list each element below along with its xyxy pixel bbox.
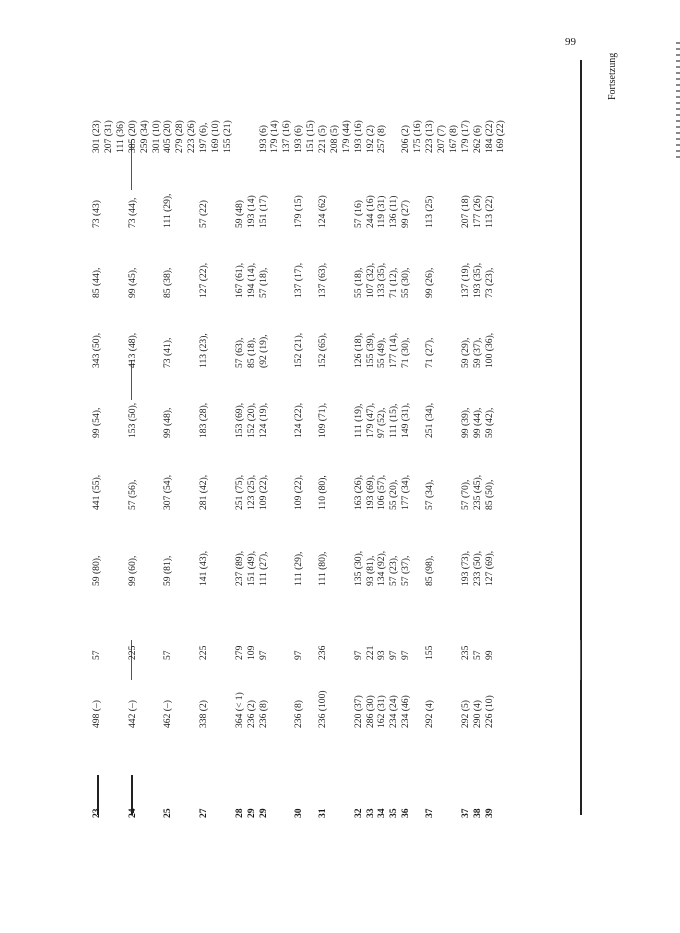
row-number: 39: [483, 808, 495, 818]
table-cell: 57: [91, 650, 102, 660]
table-cell: 109: [245, 645, 257, 660]
table-cell: 177 (34),: [400, 474, 412, 510]
row-number: 31: [317, 808, 329, 818]
table-cell: 343 (50),: [91, 332, 102, 368]
table-cell: 207 (7): [435, 125, 447, 153]
table-cell: 236 (100): [317, 690, 329, 728]
table-cell: 109 (71),: [317, 402, 329, 438]
table-cell: 97: [293, 650, 305, 660]
table-cell: 441 (55),: [91, 474, 102, 510]
row-number: 33: [364, 808, 376, 818]
table-cell: 99 (45),: [126, 267, 138, 298]
table-cell: 59 (81),: [162, 555, 174, 586]
table-cell: 151 (17): [257, 195, 269, 228]
table-cell: 124 (22),: [293, 402, 305, 438]
table-cell: 93: [376, 650, 388, 660]
row-number: 29: [257, 808, 269, 818]
table-cell: 279 (28): [174, 120, 186, 153]
table-cell: 85 (44),: [91, 267, 102, 298]
table-cell: 111 (27),: [257, 551, 269, 586]
table-row: [116, 93, 128, 818]
table-cell: 207 (18): [459, 195, 471, 228]
table-cell: 152 (65),: [317, 332, 329, 368]
table-cell: 179 (44): [340, 120, 352, 153]
table-cell: 177 (26): [471, 195, 483, 228]
table-cell: 257 (8): [376, 125, 388, 153]
table-cell: 251 (75),: [233, 474, 245, 510]
table-cell: 97: [257, 650, 269, 660]
table-cell: 234 (46): [400, 695, 412, 728]
table-cell: 292 (4): [424, 700, 436, 728]
table-cell: 279: [233, 645, 245, 660]
table-cell: 127 (22),: [198, 262, 210, 298]
table-row: [496, 93, 508, 818]
table-cell: 124 (19),: [257, 402, 269, 438]
table-cell: 124 (62): [317, 195, 329, 228]
table-cell: 184 (22): [483, 120, 495, 153]
table-cell: 57: [471, 650, 483, 660]
table-cell: 93 (81),: [364, 555, 376, 586]
table-cell: 236: [317, 645, 329, 660]
table-cell: (92 (19),: [257, 334, 269, 368]
table-cell: 57 (23),: [388, 555, 400, 586]
table-cell: 111 (19),: [352, 403, 364, 438]
table-cell: 193 (35),: [471, 262, 483, 298]
table-cell: 100 (36),: [483, 332, 495, 368]
table-cell: 338 (2): [198, 700, 210, 728]
table-cell: 85 (18),: [245, 337, 257, 368]
table-cell: 57 (22): [198, 200, 210, 228]
table-cell: 413 (48),: [126, 332, 138, 368]
table-cell: 179 (17): [459, 120, 471, 153]
table-cell: 151 (49),: [245, 550, 257, 586]
table-cell: 169 (10): [210, 120, 222, 153]
table-cell: 301 (10): [150, 120, 162, 153]
table-row: [354, 93, 366, 818]
table-row: [175, 93, 187, 818]
table-cell: 106 (57),: [376, 474, 388, 510]
table-row: [163, 93, 175, 818]
row-number: 24: [126, 808, 138, 818]
table-cell: 220 (37): [352, 695, 364, 728]
table-cell: 234 (24): [388, 695, 400, 728]
row-number: 32: [352, 808, 364, 818]
table-cell: 307 (54),: [162, 474, 174, 510]
table-cell: 225: [198, 645, 210, 660]
table-cell: 85 (98),: [424, 555, 436, 586]
table-cell: 235: [459, 645, 471, 660]
table-cell: 221 (5): [317, 125, 329, 153]
table-cell: 208 (5): [328, 125, 340, 153]
table-cell: 85 (38),: [162, 267, 174, 298]
table-cell: 155 (39),: [364, 332, 376, 368]
table-row: [140, 93, 152, 818]
table-row: [128, 93, 140, 818]
table-cell: 57 (63),: [233, 337, 245, 368]
table-cell: 111 (15),: [388, 403, 400, 438]
table-cell: 226 (10): [483, 695, 495, 728]
table-row: [437, 93, 449, 818]
table-cell: 97: [400, 650, 412, 660]
table-cell: 99 (39),: [459, 407, 471, 438]
table-cell: 59 (29),: [459, 337, 471, 368]
table-row: [318, 93, 330, 818]
table-cell: 97: [352, 650, 364, 660]
row-number: 25: [162, 808, 174, 818]
table-cell: 55 (20),: [388, 479, 400, 510]
table-cell: 57 (34),: [424, 479, 436, 510]
table-cell: 107 (32),: [364, 262, 376, 298]
table-cell: 153 (69),: [233, 402, 245, 438]
table-cell: 152 (20),: [245, 402, 257, 438]
table-cell: 151 (15): [305, 120, 317, 153]
row-number: 35: [388, 808, 400, 818]
table-cell: 99 (27): [400, 200, 412, 228]
row-number: 27: [198, 808, 210, 818]
row-number: 38: [471, 808, 483, 818]
table-cell: 192 (2): [364, 125, 376, 153]
table-cell: 206 (2): [400, 125, 412, 153]
table-cell: 55 (30),: [400, 267, 412, 298]
table-cell: 193 (73),: [459, 550, 471, 586]
table-row: [199, 93, 211, 818]
table-cell: 73 (41),: [162, 337, 174, 368]
table-cell: 126 (18),: [352, 332, 364, 368]
scan-edge-marks: [676, 42, 680, 162]
table-cell: 59 (42),: [483, 407, 495, 438]
table-cell: 135 (30),: [352, 550, 364, 586]
table-cell: 57 (16): [352, 200, 364, 228]
row-number: 37: [424, 808, 436, 818]
table-cell: 57 (56),: [126, 479, 138, 510]
table-cell: 244 (16): [364, 195, 376, 228]
table-row: [473, 93, 485, 818]
table-cell: 99 (48),: [162, 407, 174, 438]
table-cell: 262 (6): [471, 125, 483, 153]
table-row: [104, 93, 116, 818]
table-cell: 59 (37),: [471, 337, 483, 368]
table-cell: 179 (47),: [364, 402, 376, 438]
row-number: 37: [459, 808, 471, 818]
table-cell: 57 (37),: [400, 555, 412, 586]
table-cell: 290 (4): [471, 700, 483, 728]
table-row: [270, 93, 282, 818]
table-cell: 110 (80),: [317, 475, 329, 510]
table-cell: 193 (14): [245, 195, 257, 228]
table-row: [401, 93, 413, 818]
table-cell: 462 (–): [162, 700, 174, 728]
table-cell: 152 (21),: [293, 332, 305, 368]
table-row: [92, 93, 104, 818]
table-cell: 162 (31): [376, 695, 388, 728]
table-cell: 71 (30),: [400, 337, 412, 368]
row-number: 36: [400, 808, 412, 818]
table-row: [211, 93, 223, 818]
table-cell: 109 (22),: [257, 474, 269, 510]
table-cell: 136 (11): [388, 195, 400, 228]
table-cell: 137 (16): [281, 120, 293, 153]
table-cell: 179 (15): [293, 195, 305, 228]
table-cell: 236 (8): [257, 700, 269, 728]
table-cell: 193 (6): [257, 125, 269, 153]
table-cell: 113 (23),: [198, 333, 210, 368]
table-cell: 99 (54),: [91, 407, 102, 438]
table-cell: 236 (8): [293, 700, 305, 728]
table-cell: 364 (< 1): [233, 692, 245, 728]
table-cell: 259 (34): [138, 120, 150, 153]
table-cell: 281 (42),: [198, 474, 210, 510]
table-cell: 111 (29),: [162, 193, 174, 228]
table-cell: 73 (44),: [126, 197, 138, 228]
table-cell: 141 (43),: [198, 550, 210, 586]
table-row: [294, 93, 306, 818]
row-number: 28: [233, 808, 245, 818]
table-cell: 109 (22),: [293, 474, 305, 510]
table-cell: 57: [162, 650, 174, 660]
table-cell: 97 (52),: [376, 407, 388, 438]
table-row: [461, 93, 473, 818]
table-cell: 167 (8): [447, 125, 459, 153]
table-cell: 111 (36): [114, 120, 126, 153]
table-cell: 59 (48): [233, 200, 245, 228]
table-cell: 169 (22): [495, 120, 507, 153]
table-cell: 233 (50),: [471, 550, 483, 586]
page-number: 99: [565, 36, 576, 48]
table-cell: 99 (60),: [126, 555, 138, 586]
table-row: [223, 93, 235, 818]
table-cell: 183 (28),: [198, 402, 210, 438]
table-cell: 292 (5): [459, 700, 471, 728]
table-cell: 99 (26),: [424, 267, 436, 298]
table-cell: 251 (34),: [424, 402, 436, 438]
table-cell: 167 (61),: [233, 262, 245, 298]
table-row: [449, 93, 461, 818]
table-cell: 163 (26),: [352, 474, 364, 510]
table-cell: 177 (14),: [388, 332, 400, 368]
table-cell: 149 (31),: [400, 402, 412, 438]
table-cell: 55 (18),: [352, 267, 364, 298]
table-cell: 137 (17),: [293, 262, 305, 298]
table-cell: 97: [388, 650, 400, 660]
table-cell: 197 (6),: [198, 122, 210, 153]
table-row: [235, 93, 247, 818]
table-cell: 223 (26): [186, 120, 198, 153]
table-cell: 405 (20): [162, 120, 174, 153]
table-cell: 194 (14),: [245, 262, 257, 298]
table-cell: 385 (20): [126, 120, 138, 153]
table-cell: 207 (31): [103, 120, 114, 153]
row-number: 29: [245, 808, 257, 818]
column-rule: [580, 60, 582, 815]
table-cell: 119 (31): [376, 195, 388, 228]
table-cell: 111 (80),: [317, 551, 329, 586]
table-cell: 127 (69),: [483, 550, 495, 586]
table-cell: 57 (18),: [257, 267, 269, 298]
table-cell: 73 (23),: [483, 267, 495, 298]
table-cell: 57 (70),: [459, 479, 471, 510]
table-cell: 59 (80),: [91, 555, 102, 586]
table-cell: 99: [483, 650, 495, 660]
table-cell: 193 (69),: [364, 474, 376, 510]
table-cell: 137 (63),: [317, 262, 329, 298]
table-cell: 137 (19),: [459, 262, 471, 298]
table-cell: 85 (50),: [483, 479, 495, 510]
table-cell: 153 (50),: [126, 402, 138, 438]
table-cell: 155: [424, 645, 436, 660]
table-cell: 223 (13): [424, 120, 436, 153]
table-cell: 237 (89),: [233, 550, 245, 586]
row-number: 23: [91, 808, 102, 818]
column-rule: [580, 640, 581, 680]
table-cell: 113 (22): [483, 195, 495, 228]
table-row: [247, 93, 259, 818]
table-cell: 71 (12),: [388, 267, 400, 298]
table-cell: 442 (–): [126, 700, 138, 728]
table-cell: 134 (92),: [376, 550, 388, 586]
table-cell: 286 (30): [364, 695, 376, 728]
table-cell: 179 (14): [269, 120, 281, 153]
table-cell: 123 (25),: [245, 474, 257, 510]
table-cell: 301 (23): [91, 120, 102, 153]
table-cell: 236 (2): [245, 700, 257, 728]
row-number: 34: [376, 808, 388, 818]
data-table: [92, 93, 508, 818]
table-cell: 221: [364, 645, 376, 660]
table-cell: 193 (16): [352, 120, 364, 153]
continued-label: Fortsetzung: [607, 52, 618, 100]
table-row: [425, 93, 437, 818]
table-cell: 55 (49),: [376, 337, 388, 368]
table-cell: 113 (25): [424, 195, 436, 228]
table-row: [342, 93, 354, 818]
table-cell: 111 (29),: [293, 551, 305, 586]
table-cell: 99 (44),: [471, 407, 483, 438]
table-cell: 193 (6): [293, 125, 305, 153]
table-cell: 73 (43): [91, 200, 102, 228]
table-row: [259, 93, 271, 818]
table-cell: 225: [126, 645, 138, 660]
table-cell: 235 (45),: [471, 474, 483, 510]
table-cell: 133 (35),: [376, 262, 388, 298]
row-number: 30: [293, 808, 305, 818]
table-row: [330, 93, 342, 818]
table-cell: 71 (27),: [424, 337, 436, 368]
table-cell: 498 (–): [91, 700, 102, 728]
table-row: [485, 93, 497, 818]
table-cell: 175 (16): [412, 120, 424, 153]
table-cell: 155 (21): [221, 120, 233, 153]
